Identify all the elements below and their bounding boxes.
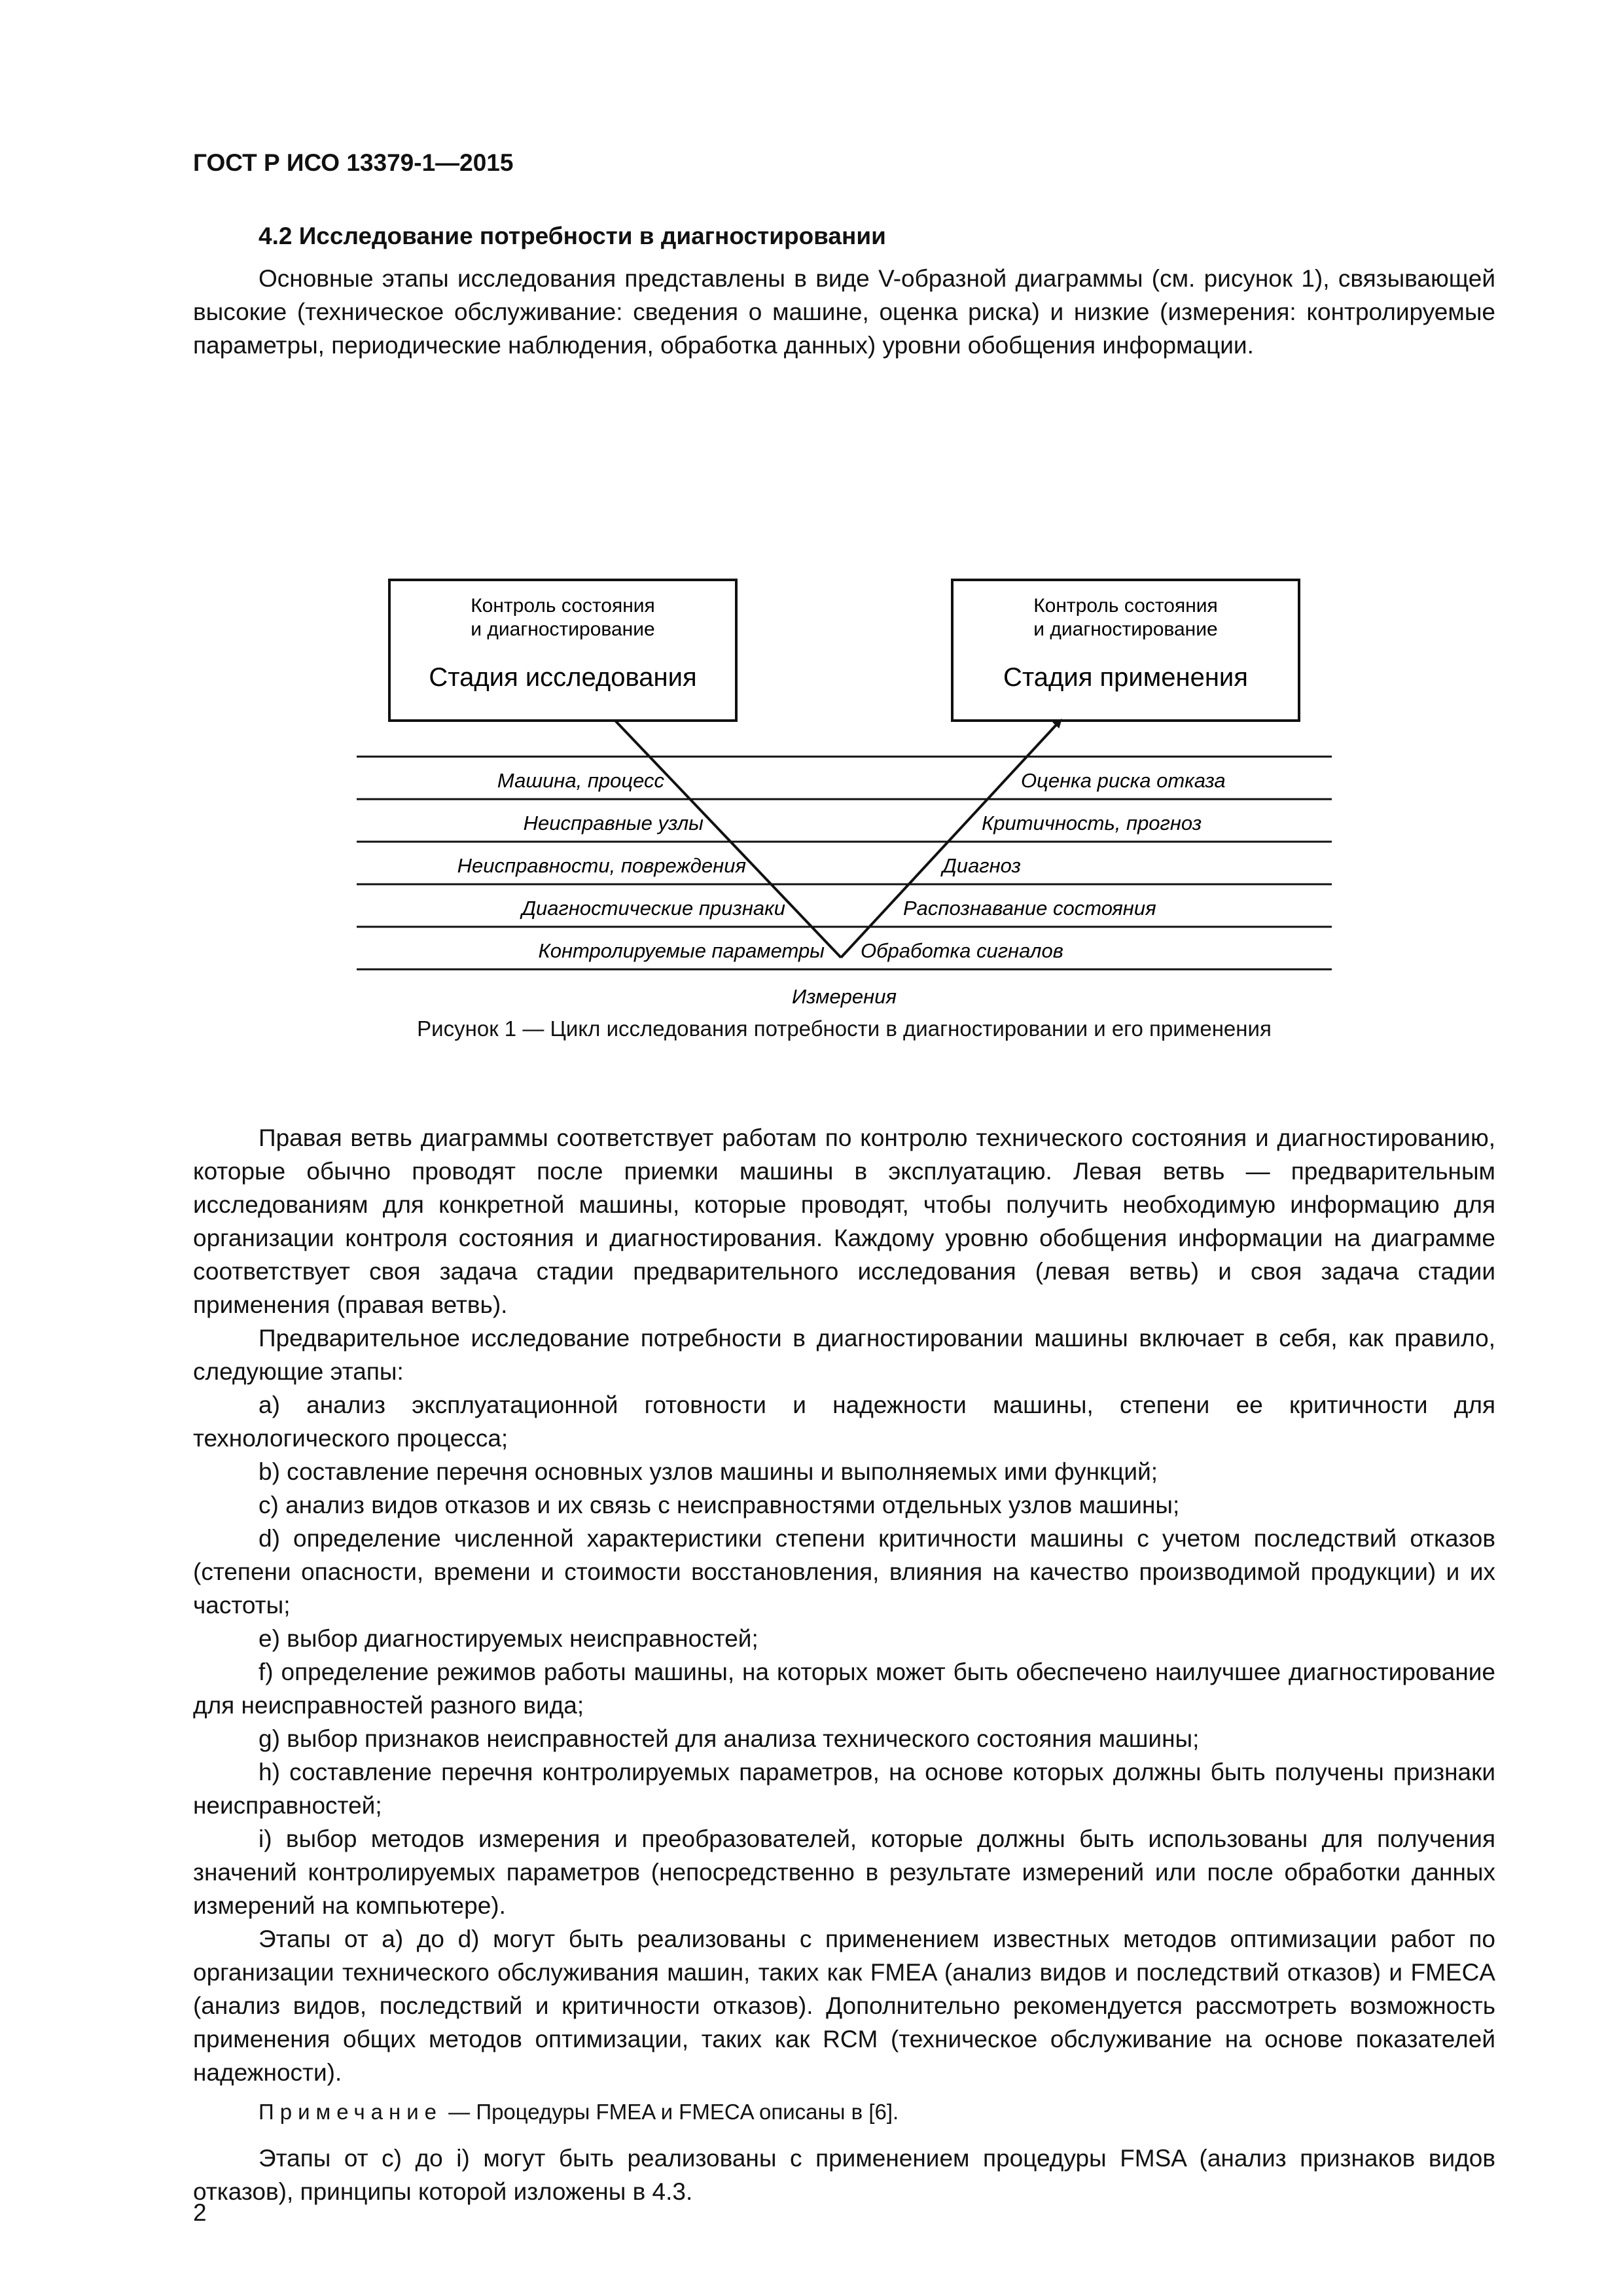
right-level-5: Обработка сигналов [861,939,1063,962]
standard-header: ГОСТ Р ИСО 13379-1—2015 [193,149,514,176]
right-box-line1: Контроль состояния [1033,595,1218,617]
section-title: 4.2 Исследование потребности в диагностировании [259,223,886,249]
measurements-label: Измерения [791,985,897,1008]
right-level-4: Распознавание состояния [903,897,1156,920]
list-item-e: e) выбор диагностируемых неисправностей; [259,1625,758,1652]
list-item-a: a) анализ эксплуатационной готовности и надежности машины, степени ее критичности для технологического процесса; [193,1391,1495,1452]
left-level-5: Контролируемые параметры [538,939,825,962]
right-level-2: Критичность, прогноз [982,812,1202,834]
left-box-line1: Контроль состояния [471,595,655,617]
list-item-i: i) выбор методов измерения и преобразователей, которые должны быть использованы для получения значений контролируемых параметров (непосредственно в результате измерений или после обработки данных измерений на компьютере). [193,1825,1495,1919]
figure-1 [193,362,1495,1121]
paragraph-right-branch: Правая ветвь диаграммы соответствует работам по контролю технического состояния и диагностированию, которые обычно проводят после приемки машины в эксплуатацию. Левая ветвь — предварительным исследованиям для конкретной машины, которые проводят, чтобы получить необходимую информацию для организации контроля состояния и диагностирования. Каждому уровню обобщения информации на диаграмме соответствует своя задача стадии предварительного исследования (левая ветвь) и своя задача стадии применения (правая ветвь). [193,1124,1495,1318]
right-box-title: Стадия применения [1003,663,1248,692]
list-item-g: g) выбор признаков неисправностей для анализа технического состояния машины; [259,1725,1200,1752]
page-number: 2 [193,2199,207,2226]
left-level-2: Неисправные узлы [523,812,704,834]
right-level-3: Диагноз [942,854,1021,877]
right-box-line2: и диагностирование [1033,619,1218,640]
left-level-3: Неисправности, повреждения [457,854,746,877]
paragraph-stages-c-i: Этапы от c) до i) могут быть реализованы с применением процедуры FMSA (анализ признаков видов отказов), принципы которой изложены в 4.3. [193,2145,1495,2205]
list-item-f: f) определение режимов работы машины, на которых может быть обеспечено наилучшее диагностирование для неисправностей разного вида; [193,1659,1495,1719]
note-text: — Процедуры FMEA и FMECA описаны в [6]. [442,2100,899,2124]
note [193,2097,1495,2127]
left-level-1: Машина, процесс [497,769,664,792]
figure-caption: Рисунок 1 — Цикл исследования потребности в диагностировании и его применения [417,1016,1272,1041]
left-box-title: Стадия исследования [429,663,697,692]
note-label: Примечание [259,2100,443,2124]
paragraph-preliminary: Предварительное исследование потребности в диагностировании машины включает в себя, как правило, следующие этапы: [193,1325,1495,1385]
intro-paragraph: Основные этапы исследования представлены в виде V-образной диаграммы (см. рисунок 1), связывающей высокие (техническое обслуживание: сведения о машине, оценка риска) и низкие (измерения: контролируемые параметры, периодические наблюдения, обработка данных) уровни обобщения информации. [193,265,1495,359]
left-level-4: Диагностические признаки [522,897,785,920]
list-item-b: b) составление перечня основных узлов машины и выполняемых ими функций; [259,1458,1158,1485]
left-box-line2: и диагностирование [471,619,655,640]
document-body [193,223,1495,2208]
list-item-c: c) анализ видов отказов и их связь с неисправностями отдельных узлов машины; [259,1492,1180,1518]
list-item-d: d) определение численной характеристики степени критичности машины с учетом последствий отказов (степени опасности, времени и стоимости восстановления, влияния на качество производимой продукции) и их частоты; [193,1525,1495,1619]
v-diagram [193,362,1495,1016]
list-item-h: h) составление перечня контролируемых параметров, на основе которых должны быть получены признаки неисправностей; [193,1759,1495,1819]
paragraph-stages-a-d: Этапы от a) до d) могут быть реализованы с применением известных методов оптимизации работ по организации технического обслуживания машин, таких как FMEA (анализ видов и последствий отказов) и FMECA (анализ видов, последствий и критичности отказов). Дополнительно рекомендуется рассмотреть возможность применения общих методов оптимизации, таких как RCM (техническое обслуживание на основе показателей надежности). [193,1926,1495,2086]
right-level-1: Оценка риска отказа [1021,769,1226,792]
